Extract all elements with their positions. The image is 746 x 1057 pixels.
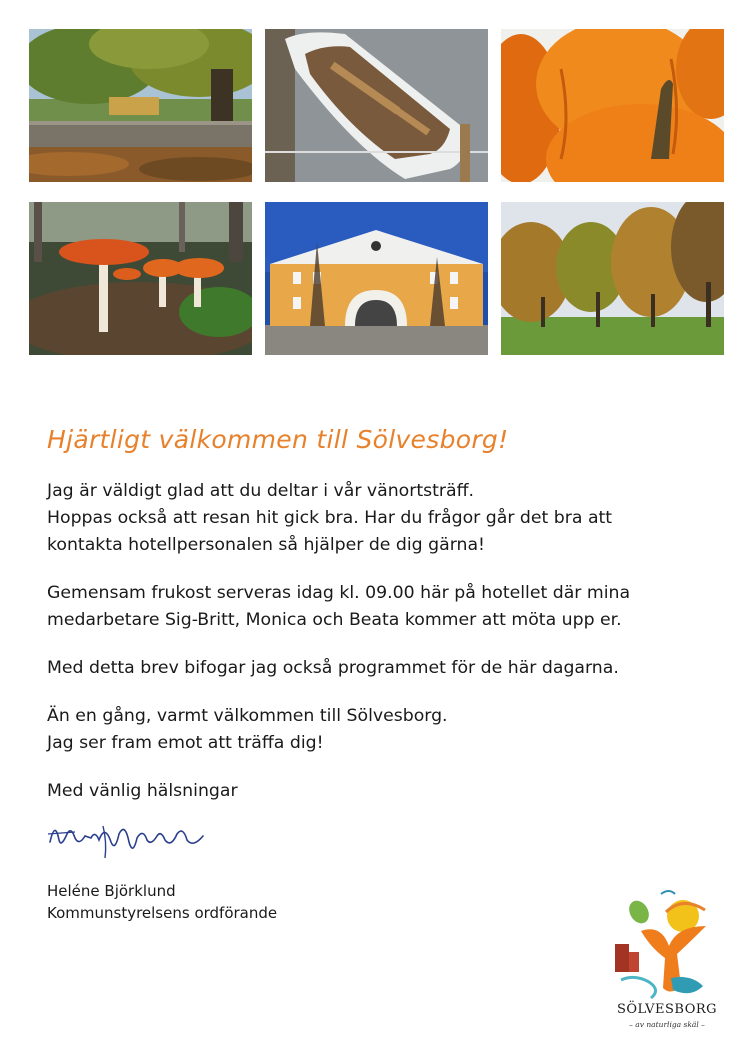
photo-pumpkins <box>501 29 724 182</box>
letter-body <box>47 478 707 826</box>
paragraph-program <box>47 655 707 682</box>
logo-wordmark: SÖLVESBORG <box>616 1002 718 1017</box>
signer-title: Kommunstyrelsens ordförande <box>47 904 278 922</box>
photo-rowing-boat <box>265 29 488 182</box>
letter-heading: Hjärtligt välkommen till Sölvesborg! <box>47 425 509 454</box>
logo-tagline: – av naturliga skäl – <box>629 1020 705 1029</box>
photo-mushrooms <box>29 202 252 355</box>
text-line: Med detta brev bifogar jag också programmet för de här dagarna. <box>47 658 619 678</box>
text-line: Hoppas också att resan hit gick bra. Har du frågor går det bra att <box>47 508 613 528</box>
photo-manor-house <box>265 202 488 355</box>
photo-autumn-trees <box>501 202 724 355</box>
paragraph-breakfast <box>47 580 707 634</box>
text-line: kontakta hotellpersonalen så hjälper de dig gärna! <box>47 535 485 555</box>
handwritten-signature <box>45 812 210 862</box>
text-line: Än en gång, varmt välkommen till Sölvesborg. <box>47 706 448 726</box>
text-line: Jag är väldigt glad att du deltar i vår vänortsträff. <box>47 481 475 501</box>
paragraph-closing-wish <box>47 703 707 757</box>
text-line: Jag ser fram emot att träffa dig! <box>47 733 324 753</box>
closing-salutation <box>47 778 707 805</box>
text-line: Gemensam frukost serveras idag kl. 09.00 här på hotellet där mina <box>47 583 631 603</box>
signer-name: Heléne Björklund <box>47 882 176 900</box>
text-line: medarbetare Sig-Britt, Monica och Beata kommer att möta upp er. <box>47 610 622 630</box>
paragraph-welcome <box>47 478 707 559</box>
photo-autumn-park <box>29 29 252 182</box>
text-line: Med vänlig hälsningar <box>47 781 238 801</box>
